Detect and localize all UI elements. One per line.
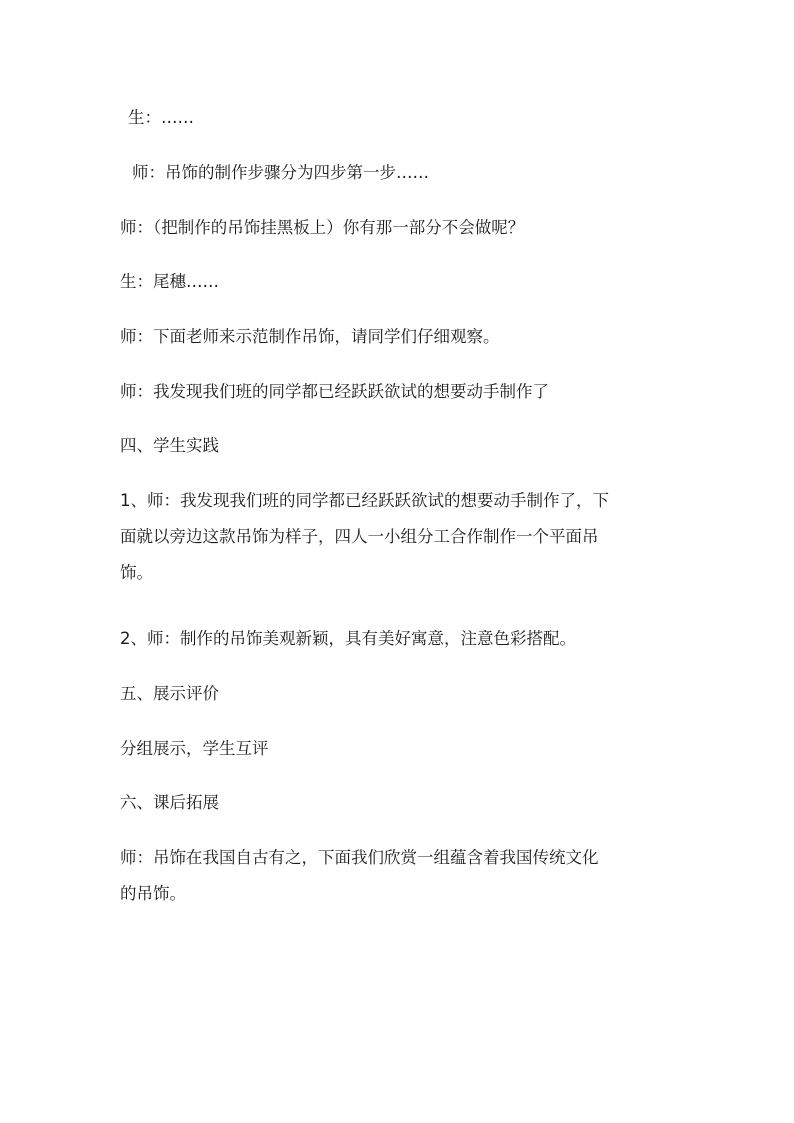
practice-item-1-line-1: 1、师：我发现我们班的同学都已经跃跃欲试的想要动手制作了，下 bbox=[120, 491, 609, 510]
dialogue-line-student-1: 生：…… bbox=[128, 108, 194, 127]
extension-text-line-1: 师：吊饰在我国自古有之，下面我们欣赏一组蕴含着我国传统文化 bbox=[120, 848, 599, 867]
section-heading-practice: 四、学生实践 bbox=[120, 436, 219, 455]
evaluation-text: 分组展示，学生互评 bbox=[120, 739, 269, 758]
practice-item-1-line-3: 饰。 bbox=[120, 563, 153, 582]
practice-item-2: 2、师：制作的吊饰美观新颖，具有美好寓意，注意色彩搭配。 bbox=[120, 629, 576, 648]
practice-item-1 bbox=[120, 492, 680, 582]
extension-text bbox=[120, 849, 680, 903]
dialogue-line-teacher-observe: 师：我发现我们班的同学都已经跃跃欲试的想要动手制作了 bbox=[120, 382, 549, 401]
section-heading-evaluation: 五、展示评价 bbox=[120, 684, 219, 703]
dialogue-line-teacher-steps: 师：吊饰的制作步骤分为四步第一步…… bbox=[132, 163, 429, 182]
section-heading-extension: 六、课后拓展 bbox=[120, 793, 219, 812]
dialogue-line-student-2: 生：尾穗…… bbox=[120, 272, 219, 291]
extension-text-line-2: 的吊饰。 bbox=[120, 884, 186, 903]
practice-item-1-line-2: 面就以旁边这款吊饰为样子，四人一小组分工合作制作一个平面吊 bbox=[120, 527, 599, 546]
dialogue-line-teacher-demo: 师：下面老师来示范制作吊饰，请同学们仔细观察。 bbox=[120, 327, 500, 346]
dialogue-line-teacher-question: 师：（把制作的吊饰挂黑板上）你有那一部分不会做呢？ bbox=[120, 218, 525, 237]
